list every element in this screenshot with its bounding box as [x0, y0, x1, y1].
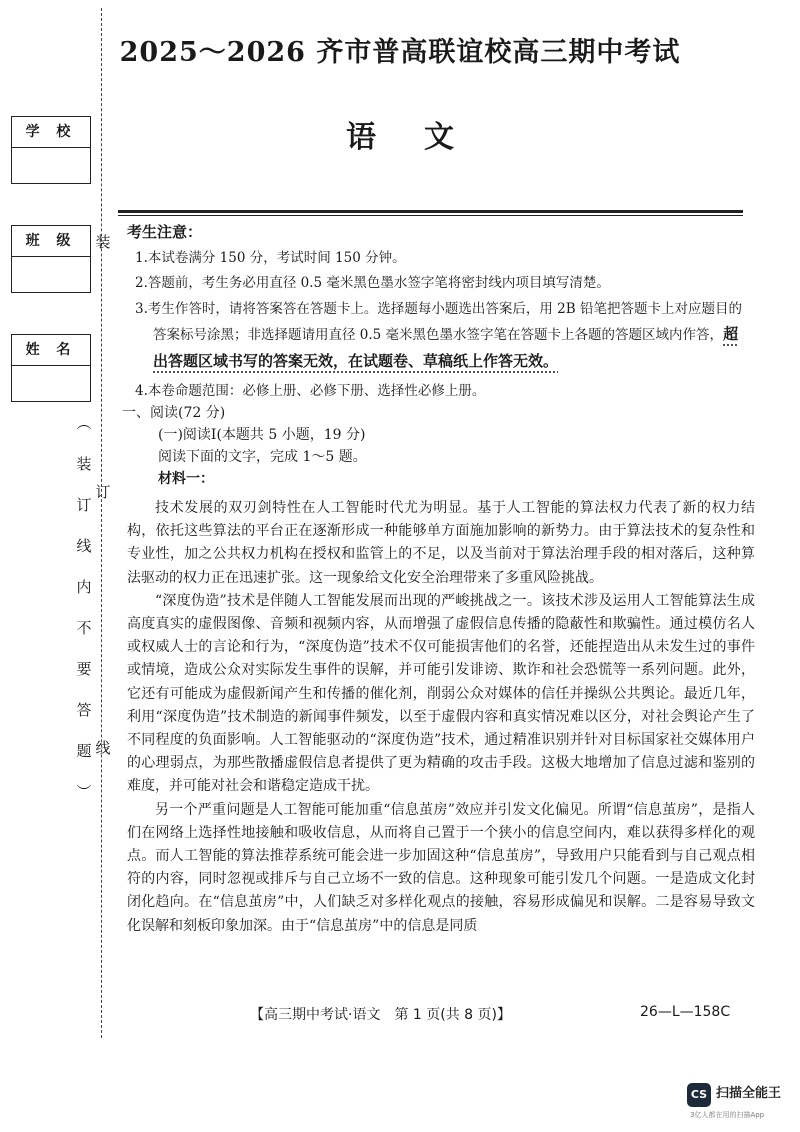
binding-dashed-line [101, 8, 102, 1038]
exam-title: 2025～2026 齐市普高联谊校高三期中考试 [119, 37, 681, 68]
sub-heading: (一)阅读Ⅰ(本题共 5 小题，19 分) [158, 427, 366, 443]
school-field-box [11, 116, 91, 184]
class-field-box [11, 225, 91, 293]
warning-char: 不 [76, 619, 92, 637]
warning-char: 订 [76, 496, 92, 514]
notice-title: 考生注意： [127, 223, 203, 241]
passage-paragraph: “深度伪造”技术是伴随人工智能发展而出现的严峻挑战之一。该技术涉及运用人工智能算法生成高度真实的虚假图像、音频和视频内容，从而增强了虚假信息传播的隐蔽性和欺骗性。通过模仿名人或权威人士的言论和行为，“深度伪造”技术不仅可能损害他们的名誉，还能捏造出从未发生过的事件或情境，造成公众对实际发生事件的误解，并可能引发诽谤、欺诈和社会恐慌等一系列问题。此外，它还有可能成为虚假新闻产生和传播的催化剂，削弱公众对媒体的信任并操纵公共舆论。最近几年，利用“深度伪造”技术制造的新闻事件频发，以至于虚假内容和真实情况难以区分，对社会舆论产生了不同程度的负面影响。人工智能驱动的“深度伪造”技术，通过精准识别并针对目标国家社交媒体用户的心理弱点，为那些散播虚假信息者提供了更为精确的攻击手段。这极大地增加了信息过滤和鉴别的难度，并可能对社会和谐稳定造成干扰。 [127, 592, 755, 795]
school-label: 学 校 [12, 117, 90, 148]
binding-char-xian: 线 [95, 739, 111, 757]
camscanner-logo-icon: CS [687, 1083, 711, 1107]
paper-code: 26—L—158C [640, 1004, 731, 1020]
notice-item: 2.答题前，考生务必用直径 0.5 毫米黑色墨水签字笔将密封线内项目填写清楚。 [135, 275, 610, 291]
header-rule-thin [118, 215, 743, 216]
reading-passage [127, 497, 755, 938]
binding-warning [72, 403, 96, 813]
warning-char: 要 [76, 660, 92, 678]
section-block [122, 402, 367, 490]
passage-paragraph: 技术发展的双刃剑特性在人工智能时代尤为明显。基于人工智能的算法权力代表了新的权力结构，依托这些算法的平台正在逐渐形成一种能够单方面施加影响的新势力。由于算法技术的复杂性和专业性，加之公共权力机构在授权和监管上的不足，以及当前对于算法治理手段的相对落后，这种算法驱动的权力正在迅速扩张。这一现象给文化安全治理带来了多重风险挑战。 [127, 500, 755, 586]
section-heading: 一、阅读(72 分) [122, 405, 226, 421]
warning-char: 答 [76, 701, 92, 719]
notice-item: 1.本试卷满分 150 分，考试时间 150 分钟。 [135, 249, 406, 266]
candidate-notice [127, 220, 752, 405]
instruction: 阅读下面的文字，完成 1～5 题。 [158, 449, 367, 465]
warning-char: 内 [76, 578, 92, 596]
binding-char-zhuang: 装 [95, 233, 111, 251]
class-label: 班 级 [12, 226, 90, 257]
notice-item: 4.本卷命题范围：必修上册、必修下册、选择性必修上册。 [135, 383, 486, 399]
notice-item [135, 297, 752, 376]
camscanner-name: 扫描全能王 [716, 1086, 782, 1101]
header-rule [118, 210, 743, 213]
binding-char-ding: 订 [95, 483, 111, 501]
page-footer: 【高三期中考试·语文 第 1 页(共 8 页)】 [250, 1007, 511, 1023]
name-label: 姓 名 [12, 335, 90, 366]
warning-char: 线 [76, 537, 92, 555]
notice-emphasis: 超出答题区域书写的答案无效，在试题卷、草稿纸上作答无效。 [153, 325, 739, 370]
camscanner-tagline: 3亿人都在用的扫描App [690, 1111, 765, 1119]
warning-char: 题 [76, 742, 92, 760]
warning-char: 装 [76, 455, 92, 473]
warning-char: ︵ [76, 414, 92, 432]
material-label: 材料一： [158, 471, 214, 487]
warning-char: ︶ [76, 783, 92, 801]
subject-title: 语文 [346, 120, 502, 155]
name-field-box [11, 334, 91, 402]
passage-paragraph: 另一个严重问题是人工智能可能加重“信息茧房”效应并引发文化偏见。所谓“信息茧房”，是指人们在网络上选择性地接触和吸收信息，从而将自己置于一个狭小的信息空间内，难以获得多样化的观点。而人工智能的算法推荐系统可能会进一步加固这种“信息茧房”，导致用户只能看到与自己观点相符的内容，同时忽视或排斥与自己立场不一致的信息。这种现象可能引发几个问题。一是造成文化封闭化趋向。在“信息茧房”中，人们缺乏对多样化观点的接触，容易形成偏见和误解。二是容易导致文化误解和刻板印象加深。由于“信息茧房”中的信息是同质 [127, 801, 755, 934]
notice-item-text: 3.考生作答时，请将答案答在答题卡上。选择题每小题选出答案后，用 2B 铅笔把答题卡上对应题目的答案标号涂黑；非选择题请用直径 0.5 毫米黑色墨水签字笔在答题卡上各题的答题区域内作答， [135, 300, 742, 343]
